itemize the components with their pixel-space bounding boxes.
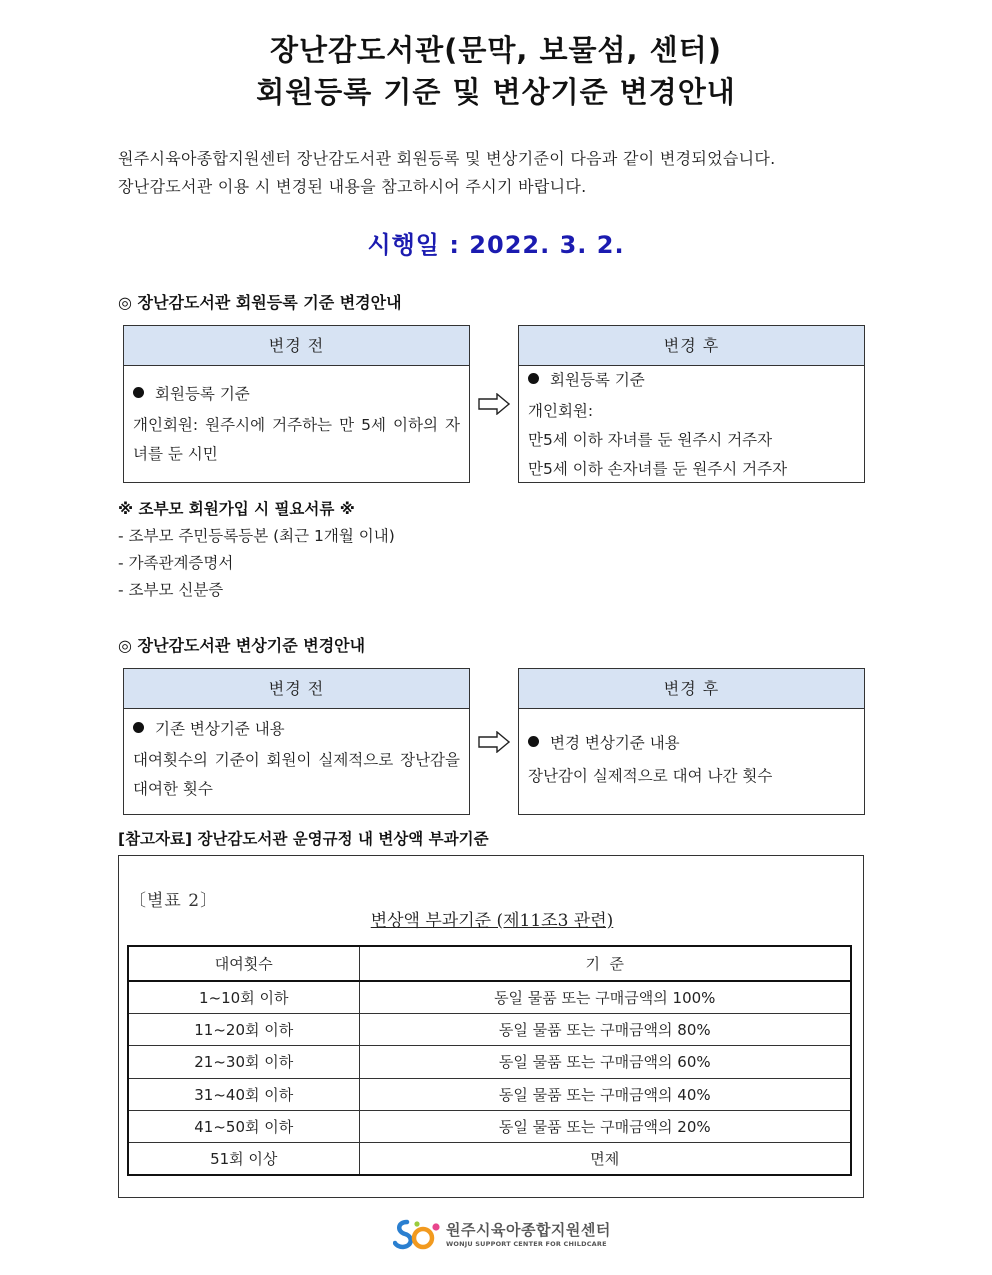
- page-title-line2: 회원등록 기준 및 변상기준 변경안내: [256, 75, 736, 109]
- membership-before-header: 변경 전: [124, 326, 469, 366]
- membership-after-line2: 만5세 이하 자녀를 둔 원주시 거주자: [528, 431, 773, 449]
- bullet-dot-icon: [133, 387, 144, 398]
- page-title-line1: 장난감도서관(문막, 보물섬, 센터): [270, 33, 722, 67]
- reference-frame: [118, 855, 864, 1198]
- table-row: [128, 1111, 851, 1143]
- table-cell-rentals: 31~40회 이하: [128, 1078, 359, 1110]
- reference-caption: 변상액 부과기준 (제11조3 관련): [370, 911, 614, 931]
- logo-icon: [393, 1218, 441, 1252]
- compensation-after-text: 장난감이 실제적으로 대여 나간 횟수: [528, 767, 773, 785]
- grandparent-doc-item: - 조부모 주민등록등본 (최근 1개월 이내): [118, 527, 395, 545]
- table-cell-rentals: 51회 이상: [128, 1143, 359, 1175]
- grandparent-doc-item: - 조부모 신분증: [118, 581, 224, 599]
- grandparent-docs-title: ※ 조부모 회원가입 시 필요서류 ※: [118, 500, 355, 518]
- intro-text-line2: 장난감도서관 이용 시 변경된 내용을 참고하시어 주시기 바랍니다.: [118, 177, 587, 196]
- compensation-before-box: [123, 668, 470, 815]
- table-cell-criteria: 동일 물품 또는 구매금액의 80%: [359, 1013, 851, 1045]
- table-cell-criteria: 동일 물품 또는 구매금액의 40%: [359, 1078, 851, 1110]
- table-cell-criteria: 동일 물품 또는 구매금액의 20%: [359, 1111, 851, 1143]
- table-header-row: [128, 946, 851, 981]
- compensation-before-text: 대여횟수의 기준이 회원이 실제적으로 장난감을 대여한 횟수: [133, 751, 460, 798]
- bullet-dot-icon: [528, 736, 539, 747]
- membership-after-line3: 만5세 이하 손자녀를 둔 원주시 거주자: [528, 460, 788, 478]
- membership-section-title: ◎ 장난감도서관 회원등록 기준 변경안내: [118, 293, 402, 312]
- compensation-after-header: 변경 후: [519, 669, 864, 709]
- table-row: [128, 981, 851, 1013]
- membership-before-box: [123, 325, 470, 483]
- membership-before-text: 개인회원: 원주시에 거주하는 만 5세 이하의 자녀를 둔 시민: [133, 416, 460, 463]
- bullet-dot-icon: [528, 373, 539, 384]
- table-cell-rentals: 21~30회 이하: [128, 1046, 359, 1078]
- table-row: [128, 1143, 851, 1175]
- compensation-after-bullet: 변경 변상기준 내용: [550, 734, 680, 752]
- membership-before-bullet: 회원등록 기준: [155, 385, 250, 403]
- table-cell-criteria: 동일 물품 또는 구매금액의 100%: [359, 981, 851, 1013]
- compensation-before-header: 변경 전: [124, 669, 469, 709]
- right-arrow-icon: [478, 393, 510, 415]
- membership-after-header: 변경 후: [519, 326, 864, 366]
- effective-date: 시행일 : 2022. 3. 2.: [367, 231, 625, 259]
- reference-label: [참고자료] 장난감도서관 운영규정 내 변상액 부과기준: [118, 830, 489, 848]
- right-arrow-icon: [478, 731, 510, 753]
- intro-text-line1: 원주시육아종합지원센터 장난감도서관 회원등록 및 변상기준이 다음과 같이 변경되었습니다.: [118, 149, 776, 168]
- footer-org-name-en: WONJU SUPPORT CENTER FOR CHILDCARE: [446, 1240, 607, 1248]
- footer-org-name: 원주시육아종합지원센터: [446, 1221, 611, 1239]
- membership-after-bullet: 회원등록 기준: [550, 371, 645, 389]
- compensation-before-bullet: 기존 변상기준 내용: [155, 720, 285, 738]
- bullet-dot-icon: [133, 722, 144, 733]
- grandparent-doc-item: - 가족관계증명서: [118, 554, 234, 572]
- rate-table: [127, 945, 852, 1176]
- table-cell-rentals: 1~10회 이하: [128, 981, 359, 1013]
- column-header-rentals: 대여횟수: [128, 946, 359, 981]
- appendix-label: 〔별표 2〕: [129, 891, 219, 911]
- compensation-after-box: [518, 668, 865, 815]
- table-row: [128, 1046, 851, 1078]
- footer-logo: [393, 1218, 613, 1254]
- table-cell-rentals: 11~20회 이하: [128, 1013, 359, 1045]
- membership-after-line1: 개인회원:: [528, 402, 594, 420]
- membership-after-box: [518, 325, 865, 483]
- column-header-criteria: 기 준: [359, 946, 851, 981]
- table-cell-criteria: 동일 물품 또는 구매금액의 60%: [359, 1046, 851, 1078]
- table-cell-criteria: 면제: [359, 1143, 851, 1175]
- compensation-section-title: ◎ 장난감도서관 변상기준 변경안내: [118, 636, 366, 655]
- table-row: [128, 1078, 851, 1110]
- table-cell-rentals: 41~50회 이하: [128, 1111, 359, 1143]
- table-row: [128, 1013, 851, 1045]
